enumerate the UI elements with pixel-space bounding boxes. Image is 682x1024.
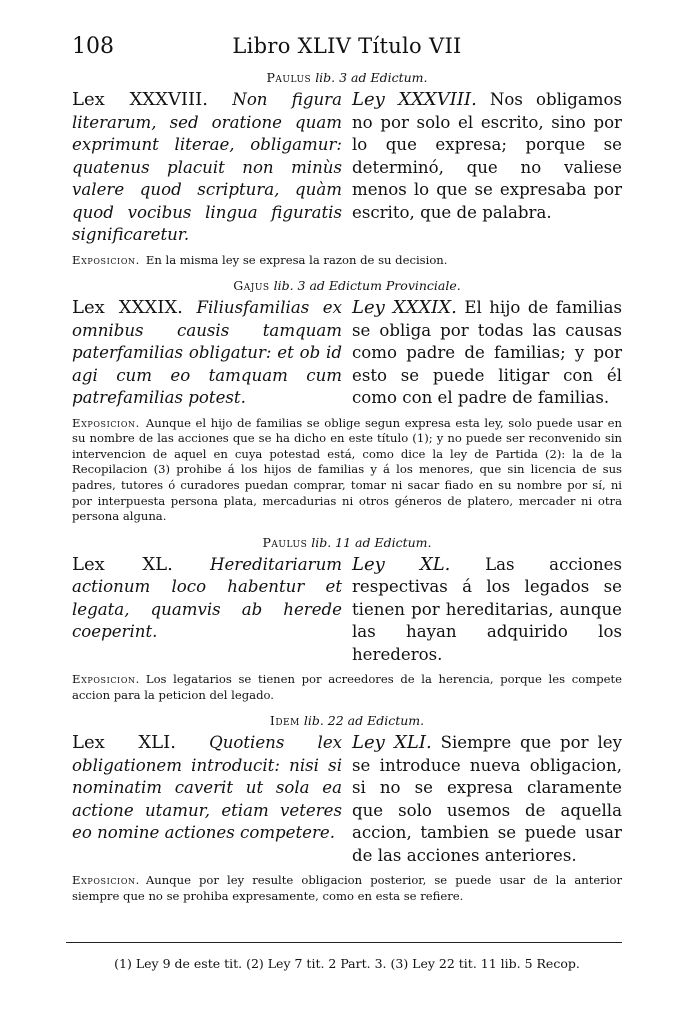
- exposicion-label: Exposicion.: [72, 873, 140, 888]
- content: [72, 70, 622, 915]
- source-author: Paulus: [266, 70, 312, 85]
- spanish-column: [352, 732, 622, 867]
- source-author: Gajus: [233, 278, 270, 294]
- law-block: [72, 70, 622, 268]
- source-line: [72, 278, 622, 293]
- spanish-text: El hijo de familias se obliga por todas las causas como padre de familias; y por esto se puede litigar con él como con el padre de familias.: [352, 298, 622, 408]
- exposicion: [72, 416, 622, 525]
- exposicion: [72, 672, 622, 703]
- parallel-columns: [72, 297, 622, 410]
- exposicion-text: En la misma ley se expresa la razon de su decision.: [145, 252, 448, 267]
- latin-column: [72, 554, 342, 667]
- exposicion-text: Aunque el hijo de familias se oblige segun expresa esta ley, solo puede usar en su nombre de las acciones que se ha dicho en este título (1); y no puede ser reconvenido sin intervencion de aquel en cuya potestad está, como dice la ley de Partida (2): la de la Recopilacion (3) prohibe á los hijos de familias y á los menores, que sin licencia de sus padres, tutores ó curadores puedan comprar, tomar ni sacar fiado en su nombre por sí, ni por interpuesta persona plata, mercadurias ni otros géneros de platero, mercader ni otra persona alguna.: [72, 415, 622, 524]
- spanish-column: [352, 297, 622, 410]
- source-author: Idem: [269, 713, 300, 729]
- source-author: Paulus: [262, 534, 308, 550]
- latin-law-number: Lex XLI.: [72, 732, 176, 754]
- source-reference: lib. 3 ad Edictum.: [315, 70, 428, 85]
- source-reference: lib. 22 ad Edictum.: [303, 713, 425, 729]
- exposicion: [72, 873, 622, 904]
- parallel-columns: [72, 89, 622, 247]
- spanish-law-number: Ley XL.: [352, 553, 451, 575]
- latin-column: [72, 89, 342, 247]
- latin-text: Quotiens lex obligationem introducit: nisi si nominatim caverit ut sola ea actione utamur, etiam veteres eo nomine actiones competere.: [72, 733, 342, 843]
- spanish-column: [352, 89, 622, 247]
- footnote-divider: [66, 942, 622, 943]
- running-head: [72, 34, 622, 64]
- latin-law-number: Lex XL.: [72, 553, 173, 575]
- exposicion-text: Aunque por ley resulte obligacion posterior, se puede usar de la anterior siempre que no se prohiba expresamente, como en esta se refiere.: [72, 873, 622, 904]
- spanish-law-number: Ley XLI.: [352, 732, 432, 754]
- source-line: [72, 713, 622, 728]
- source-reference: lib. 3 ad Edictum Provinciale.: [273, 278, 461, 294]
- exposicion: [72, 253, 622, 269]
- spanish-text: Las acciones respectivas á los legados se tienen por hereditarias, aunque las hayan adquirido los herederos.: [352, 554, 622, 664]
- spanish-text: Nos obligamos no por solo el escrito, sino por lo que expresa; porque se determinó, que no valiese menos lo que se expresaba por escrito, que de palabra.: [352, 90, 622, 222]
- source-line: [72, 535, 622, 550]
- latin-law-number: Lex XXXVIII.: [72, 89, 208, 110]
- parallel-columns: [72, 554, 622, 667]
- law-block: [72, 535, 622, 704]
- spanish-column: [352, 554, 622, 667]
- exposicion-label: Exposicion.: [72, 672, 140, 687]
- latin-text: Hereditariarum actionum loco habentur et legata, quamvis ab herede coeperint.: [72, 554, 342, 642]
- latin-text: Non figura literarum, sed oratione quam exprimunt literae, obligamur: quatenus placuit non minùs valere quod scriptura, quàm quod vocibus lingua figuratis significaretur.: [72, 90, 342, 244]
- latin-column: [72, 732, 342, 867]
- running-title: Libro XLIV Título VII: [232, 34, 462, 58]
- spanish-law-number: Ley XXXIX.: [352, 297, 457, 319]
- spanish-text: Siempre que por ley se introduce nueva obligacion, si no se expresa claramente que solo usemos de aquella accion, tambien se puede usar de las acciones anteriores.: [352, 733, 622, 865]
- law-block: [72, 278, 622, 525]
- latin-law-number: Lex XXXIX.: [72, 297, 183, 319]
- latin-text: Filiusfamilias ex omnibus causis tamquam paterfamilias obligatur: et ob id agi cum eo tamquam cum patrefamilias potest.: [72, 298, 342, 408]
- page-number: 108: [72, 34, 114, 59]
- exposicion-text: Los legatarios se tienen por acreedores de la herencia, porque les compete accion para la peticion del legado.: [72, 672, 622, 702]
- parallel-columns: [72, 732, 622, 867]
- latin-column: [72, 297, 342, 410]
- exposicion-label: Exposicion.: [72, 252, 140, 267]
- footnotes: (1) Ley 9 de este tit. (2) Ley 7 tit. 2 Part. 3. (3) Ley 22 tit. 11 lib. 5 Recop.: [114, 956, 580, 971]
- source-line: [72, 70, 622, 85]
- source-reference: lib. 11 ad Edictum.: [311, 534, 432, 550]
- spanish-law-number: Ley XXXVIII.: [352, 89, 477, 110]
- exposicion-label: Exposicion.: [72, 415, 140, 430]
- law-block: [72, 713, 622, 904]
